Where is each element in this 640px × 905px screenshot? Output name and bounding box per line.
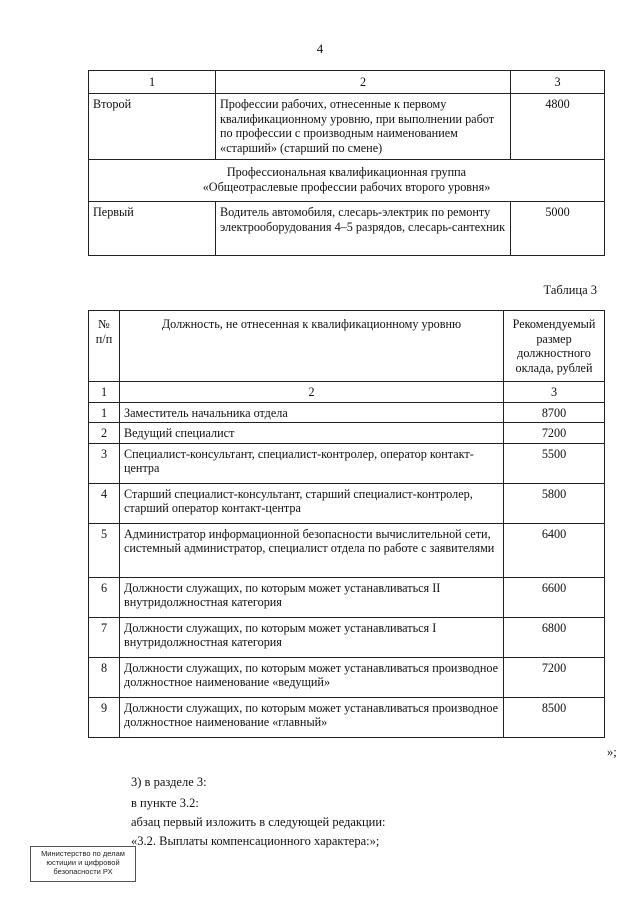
header-cell: Должность, не отнесенная к квалификационному уровню [120,311,504,382]
stamp-line: Министерство по делам [41,849,125,858]
salary-value: 5500 [504,443,605,483]
row-number: 5 [89,523,120,577]
table-positions [88,310,605,738]
column-number: 3 [504,382,605,403]
header-cell: 1 [89,71,216,94]
salary-value: 5800 [504,483,605,523]
table-row [89,523,605,577]
salary-value: 8500 [504,697,605,737]
column-number-row [89,382,605,403]
table-row [89,657,605,697]
table-professions [88,70,605,256]
header-cell: № п/п [89,311,120,382]
column-number: 1 [89,382,120,403]
paragraph-line: в пункте 3.2: [131,796,199,810]
salary-cell: 5000 [511,202,605,256]
row-number: 6 [89,577,120,617]
qualification-level: Второй [89,94,216,160]
position-name: Администратор информационной безопасности вычислительной сети, системный администратор, специалист отдела по работе с заявителями [120,523,504,577]
position-name: Заместитель начальника отдела [120,402,504,423]
header-cell: 2 [216,71,511,94]
header-cell: Рекомендуемый размер должностного оклада, рублей [504,311,605,382]
ministry-stamp [30,846,136,882]
position-name: Старший специалист-консультант, старший специалист-контролер, старший оператор контакт-центра [120,483,504,523]
salary-value: 8700 [504,402,605,423]
table-header-row [89,311,605,382]
professions-cell: Профессии рабочих, отнесенные к первому квалификационному уровню, при выполнении работ по профессии с производным наименованием «старший» (старший по смене) [216,94,511,160]
group-row [89,160,605,202]
salary-cell: 4800 [511,94,605,160]
table-row [89,483,605,523]
row-number: 2 [89,423,120,444]
row-number: 1 [89,402,120,423]
row-number: 8 [89,657,120,697]
qualification-level: Первый [89,202,216,256]
paragraph-line: «3.2. Выплаты компенсационного характера:»; [131,834,380,848]
paragraph-line: абзац первый изложить в следующей редакции: [131,815,386,829]
salary-value: 6400 [504,523,605,577]
position-name: Специалист-консультант, специалист-контролер, оператор контакт-центра [120,443,504,483]
row-number: 3 [89,443,120,483]
table-row [89,617,605,657]
closing-quote: »; [607,745,617,759]
table-row [89,402,605,423]
header-cell: 3 [511,71,605,94]
page-number: 4 [316,41,324,56]
salary-value: 6800 [504,617,605,657]
table-row [89,697,605,737]
table-row [89,202,605,256]
salary-value: 6600 [504,577,605,617]
stamp-line: юстиции и цифровой [46,858,120,867]
salary-value: 7200 [504,423,605,444]
stamp-line: безопасности РХ [53,867,113,876]
table-row [89,443,605,483]
salary-value: 7200 [504,657,605,697]
table-row [89,94,605,160]
row-number: 9 [89,697,120,737]
position-name: Должности служащих, по которым может устанавливаться производное должностное наименование «ведущий» [120,657,504,697]
row-number: 7 [89,617,120,657]
position-name: Ведущий специалист [120,423,504,444]
table-row [89,577,605,617]
row-number: 4 [89,483,120,523]
position-name: Должности служащих, по которым может устанавливаться I внутридолжностная категория [120,617,504,657]
group-title [89,160,605,202]
position-name: Должности служащих, по которым может устанавливаться производное должностное наименование «главный» [120,697,504,737]
position-name: Должности служащих, по которым может устанавливаться II внутридолжностная категория [120,577,504,617]
table-header-row [89,71,605,94]
column-number: 2 [120,382,504,403]
paragraph-line: 3) в разделе 3: [131,775,207,789]
table-row [89,423,605,444]
professions-cell: Водитель автомобиля, слесарь-электрик по ремонту электрооборудования 4–5 разрядов, слесарь-сантехник [216,202,511,256]
table-caption: Таблица 3 [543,283,597,297]
group-title-text: Профессиональная квалификационная группа «Общеотраслевые профессии рабочих второго уровня» [202,165,491,194]
